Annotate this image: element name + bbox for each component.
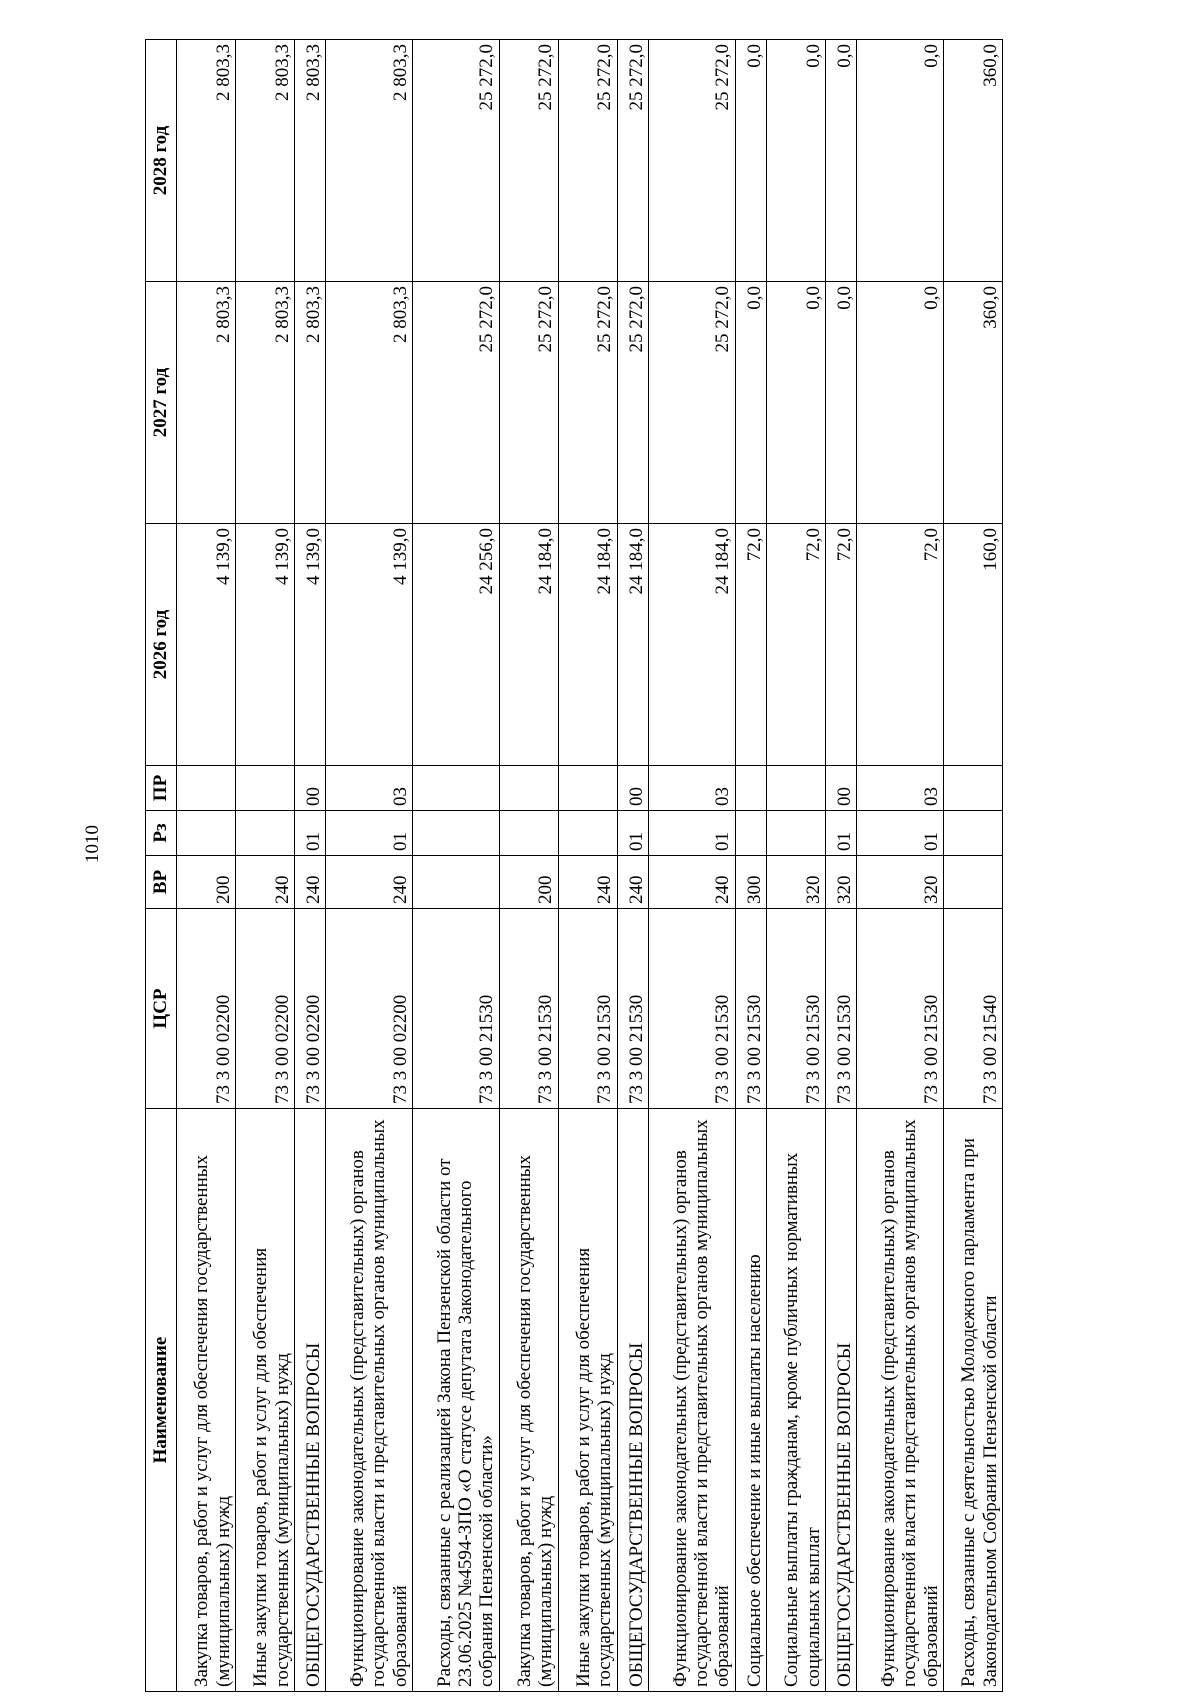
row-2028-cell: 25 272,0 [558, 40, 617, 282]
row-2027-cell: 25 272,0 [617, 282, 648, 524]
row-2028-cell: 360,0 [943, 40, 1002, 282]
row-name-cell: Расходы, связанные с деятельностью Молодежного парламента при Законодательном Собрании Пензенской области [943, 1109, 1002, 1692]
table-row [943, 40, 1002, 1692]
table-row [295, 40, 326, 1692]
row-csr-cell: 73 3 00 21540 [943, 909, 1002, 1109]
row-name-cell: Социальные выплаты гражданам, кроме публичных нормативных социальных выплат [766, 1109, 825, 1692]
row-rz-cell: 01 [648, 811, 735, 856]
row-pr-cell [236, 766, 295, 811]
row-csr-cell: 73 3 00 21530 [857, 909, 944, 1109]
row-2027-cell: 2 803,3 [295, 282, 326, 524]
row-vr-cell: 320 [766, 856, 825, 909]
row-2026-cell: 24 184,0 [499, 524, 558, 766]
row-2028-cell: 0,0 [857, 40, 944, 282]
row-2027-cell: 25 272,0 [558, 282, 617, 524]
table-row [735, 40, 766, 1692]
row-name-cell: Социальное обеспечение и иные выплаты населению [735, 1109, 766, 1692]
header-2028: 2028 год [146, 40, 177, 282]
row-2026-cell: 24 184,0 [648, 524, 735, 766]
row-pr-cell [766, 766, 825, 811]
row-name-cell: Иные закупки товаров, работ и услуг для обеспечения государственных (муниципальных) нужд [558, 1109, 617, 1692]
row-2026-cell: 72,0 [766, 524, 825, 766]
row-rz-cell: 01 [295, 811, 326, 856]
row-2026-cell: 24 184,0 [617, 524, 648, 766]
row-csr-cell: 73 3 00 21530 [499, 909, 558, 1109]
table-header [146, 40, 177, 1692]
row-2028-cell: 2 803,3 [177, 40, 236, 282]
row-pr-cell [943, 766, 1002, 811]
table-row [412, 40, 499, 1692]
row-2027-cell: 25 272,0 [499, 282, 558, 524]
row-name-cell: ОБЩЕГОСУДАРСТВЕННЫЕ ВОПРОСЫ [825, 1109, 856, 1692]
table-row [326, 40, 413, 1692]
row-csr-cell: 73 3 00 21530 [617, 909, 648, 1109]
row-vr-cell: 240 [295, 856, 326, 909]
row-vr-cell [412, 856, 499, 909]
row-2026-cell: 160,0 [943, 524, 1002, 766]
row-rz-cell: 01 [857, 811, 944, 856]
row-2028-cell: 25 272,0 [648, 40, 735, 282]
row-2027-cell: 2 803,3 [326, 282, 413, 524]
row-pr-cell: 00 [295, 766, 326, 811]
row-name-cell: Функционирование законодательных (представительных) органов государственной власти и представительных органов муниципальных образований [857, 1109, 944, 1692]
row-vr-cell: 320 [825, 856, 856, 909]
row-name-cell: Закупка товаров, работ и услуг для обеспечения государственных (муниципальных) нужд [177, 1109, 236, 1692]
row-pr-cell: 00 [617, 766, 648, 811]
row-2027-cell: 360,0 [943, 282, 1002, 524]
row-pr-cell [735, 766, 766, 811]
header-vr: ВР [146, 856, 177, 909]
row-2026-cell: 24 184,0 [558, 524, 617, 766]
row-rz-cell [766, 811, 825, 856]
row-pr-cell [558, 766, 617, 811]
row-2028-cell: 2 803,3 [295, 40, 326, 282]
row-2028-cell: 25 272,0 [499, 40, 558, 282]
row-vr-cell: 200 [177, 856, 236, 909]
row-pr-cell [177, 766, 236, 811]
row-vr-cell: 240 [648, 856, 735, 909]
budget-table [145, 39, 1003, 1692]
row-name-cell: Функционирование законодательных (представительных) органов государственной власти и представительных органов муниципальных образований [326, 1109, 413, 1692]
row-2026-cell: 72,0 [735, 524, 766, 766]
header-rz: Рз [146, 811, 177, 856]
row-csr-cell: 73 3 00 02200 [326, 909, 413, 1109]
row-pr-cell: 03 [857, 766, 944, 811]
header-name: Наименование [146, 1109, 177, 1692]
row-vr-cell: 200 [499, 856, 558, 909]
row-csr-cell: 73 3 00 21530 [825, 909, 856, 1109]
table-row [236, 40, 295, 1692]
budget-table-container [145, 40, 1003, 1692]
row-csr-cell: 73 3 00 02200 [236, 909, 295, 1109]
table-row [499, 40, 558, 1692]
row-rz-cell [412, 811, 499, 856]
row-rz-cell: 01 [617, 811, 648, 856]
row-rz-cell [236, 811, 295, 856]
row-csr-cell: 73 3 00 02200 [295, 909, 326, 1109]
row-pr-cell [499, 766, 558, 811]
row-vr-cell: 240 [236, 856, 295, 909]
row-2027-cell: 0,0 [766, 282, 825, 524]
row-name-cell: ОБЩЕГОСУДАРСТВЕННЫЕ ВОПРОСЫ [617, 1109, 648, 1692]
row-name-cell: ОБЩЕГОСУДАРСТВЕННЫЕ ВОПРОСЫ [295, 1109, 326, 1692]
row-name-cell: Закупка товаров, работ и услуг для обеспечения государственных (муниципальных) нужд [499, 1109, 558, 1692]
table-row [857, 40, 944, 1692]
row-vr-cell: 240 [326, 856, 413, 909]
row-csr-cell: 73 3 00 21530 [412, 909, 499, 1109]
row-vr-cell: 300 [735, 856, 766, 909]
header-row [146, 40, 177, 1692]
row-csr-cell: 73 3 00 21530 [558, 909, 617, 1109]
row-2028-cell: 25 272,0 [617, 40, 648, 282]
row-2026-cell: 4 139,0 [236, 524, 295, 766]
row-2028-cell: 2 803,3 [236, 40, 295, 282]
header-2026: 2026 год [146, 524, 177, 766]
row-rz-cell [558, 811, 617, 856]
row-2027-cell: 25 272,0 [412, 282, 499, 524]
row-vr-cell: 240 [558, 856, 617, 909]
row-pr-cell: 00 [825, 766, 856, 811]
row-2026-cell: 4 139,0 [326, 524, 413, 766]
table-row [766, 40, 825, 1692]
header-pr: ПР [146, 766, 177, 811]
row-2028-cell: 0,0 [766, 40, 825, 282]
row-csr-cell: 73 3 00 21530 [735, 909, 766, 1109]
table-row [177, 40, 236, 1692]
row-pr-cell [412, 766, 499, 811]
row-vr-cell [943, 856, 1002, 909]
row-rz-cell: 01 [326, 811, 413, 856]
row-2028-cell: 0,0 [825, 40, 856, 282]
page-number: 1010 [82, 825, 103, 863]
row-2028-cell: 25 272,0 [412, 40, 499, 282]
row-2026-cell: 4 139,0 [295, 524, 326, 766]
row-2026-cell: 72,0 [857, 524, 944, 766]
row-2028-cell: 0,0 [735, 40, 766, 282]
row-2028-cell: 2 803,3 [326, 40, 413, 282]
row-2026-cell: 24 256,0 [412, 524, 499, 766]
row-2027-cell: 0,0 [857, 282, 944, 524]
row-csr-cell: 73 3 00 21530 [766, 909, 825, 1109]
row-rz-cell [499, 811, 558, 856]
row-2027-cell: 2 803,3 [177, 282, 236, 524]
row-csr-cell: 73 3 00 21530 [648, 909, 735, 1109]
row-name-cell: Иные закупки товаров, работ и услуг для обеспечения государственных (муниципальных) нужд [236, 1109, 295, 1692]
table-row [825, 40, 856, 1692]
row-rz-cell [943, 811, 1002, 856]
header-2027: 2027 год [146, 282, 177, 524]
row-vr-cell: 240 [617, 856, 648, 909]
row-rz-cell: 01 [825, 811, 856, 856]
table-row [617, 40, 648, 1692]
row-name-cell: Функционирование законодательных (представительных) органов государственной власти и представительных органов муниципальных образований [648, 1109, 735, 1692]
row-2027-cell: 0,0 [825, 282, 856, 524]
row-2027-cell: 2 803,3 [236, 282, 295, 524]
row-rz-cell [735, 811, 766, 856]
row-2027-cell: 0,0 [735, 282, 766, 524]
row-2026-cell: 72,0 [825, 524, 856, 766]
row-pr-cell: 03 [326, 766, 413, 811]
table-body [177, 40, 1003, 1692]
row-csr-cell: 73 3 00 02200 [177, 909, 236, 1109]
header-csr: ЦСР [146, 909, 177, 1109]
row-name-cell: Расходы, связанные с реализацией Закона Пензенской области от 23.06.2025 №4594-ЗПО «О статусе депутата Законодательного собрания Пензенской области» [412, 1109, 499, 1692]
row-vr-cell: 320 [857, 856, 944, 909]
table-row [648, 40, 735, 1692]
table-row [558, 40, 617, 1692]
row-pr-cell: 03 [648, 766, 735, 811]
row-2026-cell: 4 139,0 [177, 524, 236, 766]
row-rz-cell [177, 811, 236, 856]
row-2027-cell: 25 272,0 [648, 282, 735, 524]
